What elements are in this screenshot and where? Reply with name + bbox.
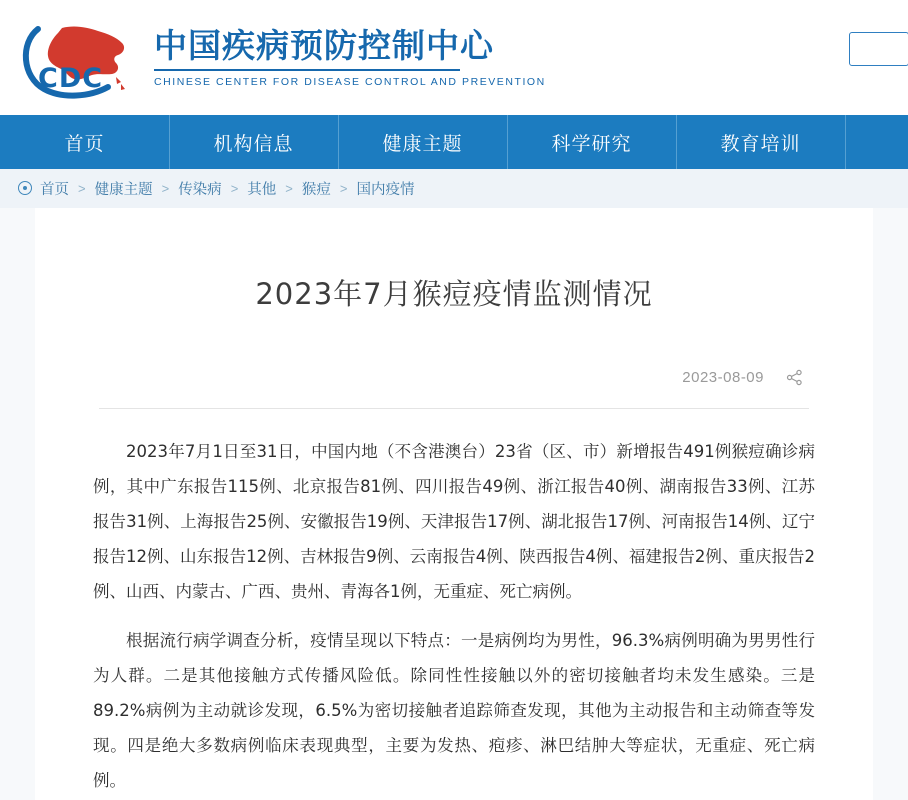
article-container [35, 208, 873, 800]
site-header [0, 0, 908, 115]
cdc-logo-icon [18, 15, 150, 101]
search-input[interactable] [849, 32, 908, 66]
nav-item-health-topics[interactable]: 健康主题 [338, 115, 507, 169]
site-title-cn: 中国疾病预防控制中心 [154, 25, 494, 65]
breadcrumb-item-infectious-disease[interactable]: 传染病 [178, 182, 222, 198]
article-paragraph-2: 根据流行病学调查分析，疫情呈现以下特点：一是病例均为男性，96.3%病例明确为男男性行为人群。二是其他接触方式传播风险低。除同性性接触以外的密切接触者均未发生感染。三是89.2%病例为主动就诊发现，6.5%为密切接触者追踪筛查发现，其他为主动报告和主动筛查等发现。四是绝大多数病例临床表现典型，主要为发热、疱疹、淋巴结肿大等症状，无重症、死亡病例。 [93, 630, 815, 790]
article-divider [99, 408, 809, 409]
nav-item-home[interactable]: 首页 [64, 132, 105, 155]
site-logo-text [154, 27, 546, 89]
breadcrumb-item-domestic-epidemic[interactable]: 国内疫情 [356, 182, 415, 198]
breadcrumb-separator: > [339, 181, 348, 196]
header-right [849, 0, 908, 115]
nav-item-education[interactable]: 教育培训 [676, 115, 845, 169]
nav-item-org-info[interactable]: 机构信息 [169, 115, 338, 169]
article-meta [69, 369, 839, 386]
breadcrumb [0, 169, 908, 208]
breadcrumb-item-home[interactable]: 首页 [40, 182, 69, 198]
publish-date: 2023-08-09 [682, 369, 764, 386]
site-title-en: CHINESE CENTER FOR DISEASE CONTROL AND PREVENTION [154, 76, 546, 89]
page-body [0, 208, 908, 800]
breadcrumb-item-monkeypox[interactable]: 猴痘 [301, 182, 331, 198]
page-title: 2023年7月猴痘疫情监测情况 [255, 277, 653, 311]
breadcrumb-item-health-topics[interactable]: 健康主题 [94, 182, 153, 198]
breadcrumb-separator: > [161, 181, 170, 196]
breadcrumb-separator: > [285, 181, 293, 196]
breadcrumb-item-other[interactable]: 其他 [247, 182, 277, 198]
breadcrumb-separator: > [230, 181, 239, 196]
article-body [69, 435, 839, 799]
breadcrumb-separator: > [78, 181, 86, 196]
svg-text:CDC: CDC [38, 62, 104, 94]
logo-divider [154, 69, 460, 71]
nav-item-research[interactable]: 科学研究 [507, 115, 676, 169]
share-icon[interactable] [786, 369, 803, 386]
main-nav [0, 115, 908, 169]
nav-item-overflow[interactable] [845, 115, 908, 169]
article-paragraph-1: 2023年7月1日至31日，中国内地（不含港澳台）23省（区、市）新增报告491例猴痘确诊病例，其中广东报告115例、北京报告81例、四川报告49例、浙江报告40例、湖南报告33例、江苏报告31例、上海报告25例、安徽报告19例、天津报告17例、湖北报告17例、河南报告14例、辽宁报告12例、山东报告12例、吉林报告9例、云南报告4例、陕西报告4例、福建报告2例、重庆报告2例、山西、内蒙古、广西、贵州、青海各1例，无重症、死亡病例。 [93, 442, 815, 601]
site-logo[interactable] [0, 15, 546, 101]
location-pin-icon [18, 181, 33, 196]
